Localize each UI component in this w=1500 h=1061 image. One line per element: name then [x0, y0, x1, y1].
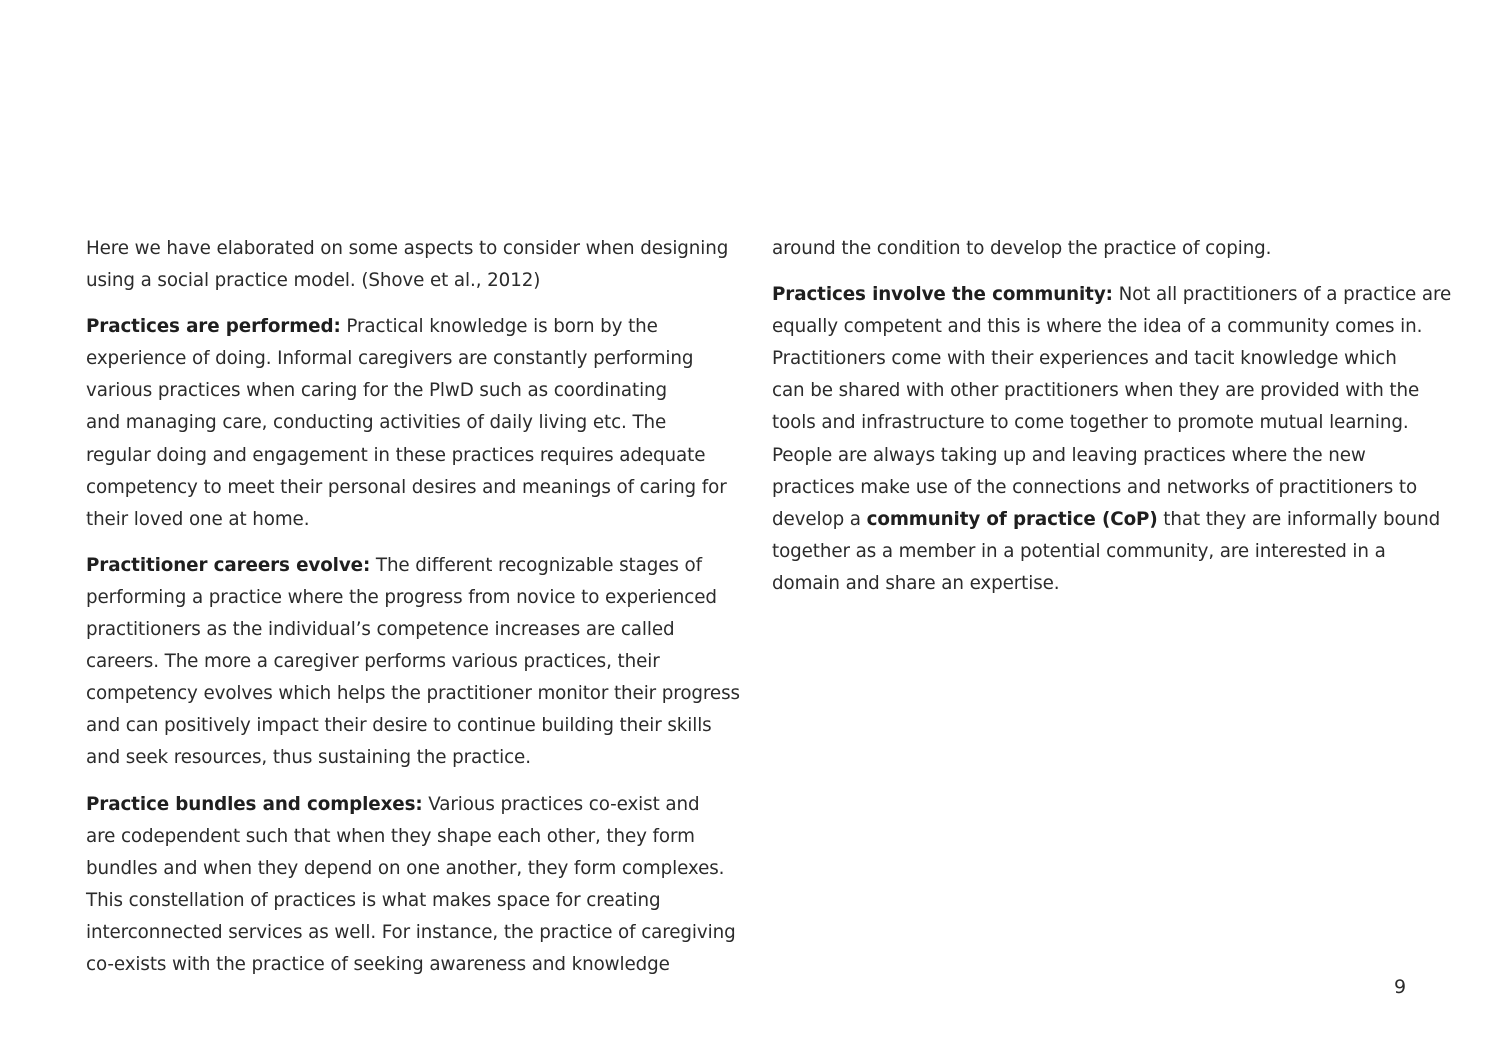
text-line: co-exists with the practice of seeking awareness and knowledge — [86, 953, 670, 975]
text-line — [86, 789, 736, 821]
text-line: together as a member in a potential community, are interested in a — [772, 540, 1386, 562]
text-line: Here we have elaborated on some aspects to consider when designing — [86, 238, 729, 259]
text-line: competency to meet their personal desires and meanings of caring for — [86, 476, 727, 498]
text-line — [772, 279, 1452, 311]
text-line: regular doing and engagement in these practices requires adequate — [86, 444, 706, 466]
text-line: and seek resources, thus sustaining the practice. — [86, 747, 531, 769]
text-line: This constellation of practices is what makes space for creating — [86, 889, 661, 911]
page-number: 9 — [1394, 976, 1407, 998]
text-fragment: develop a — [772, 508, 867, 530]
practice-bundles-paragraph — [86, 789, 736, 982]
practitioner-careers-paragraph — [86, 550, 740, 775]
text-line: can be shared with other practitioners when they are provided with the — [772, 380, 1420, 402]
text-line: their loved one at home. — [86, 508, 310, 530]
practices-community-paragraph — [772, 279, 1452, 600]
right-column — [772, 233, 1452, 614]
text-line: are codependent such that when they shape each other, they form — [86, 825, 695, 847]
text-line — [772, 504, 1441, 536]
text-line: People are always taking up and leaving practices where the new — [772, 444, 1366, 466]
text-line: domain and share an expertise. — [772, 572, 1060, 594]
text-line — [86, 550, 736, 582]
text-line: performing a practice where the progress from novice to experienced — [86, 586, 717, 608]
paragraph-heading: Practices are performed: — [86, 316, 341, 338]
text-line: using a social practice model. (Shove et al., 2012) — [86, 270, 541, 292]
continuation-paragraph — [772, 233, 1422, 265]
text-line: various practices when caring for the PlwD such as coordinating — [86, 380, 668, 402]
text-fragment: Various practices co-exist and — [422, 793, 700, 815]
text-line: Practitioners come with their experiences and tacit knowledge which — [772, 348, 1397, 370]
text-line: experience of doing. Informal caregivers are constantly performing — [86, 348, 694, 370]
text-line: and can positively impact their desire to continue building their skills — [86, 715, 712, 737]
paragraph-heading: Practices involve the community: — [772, 284, 1113, 306]
text-line: equally competent and this is where the idea of a community comes in. — [772, 316, 1423, 338]
text-line: around the condition to develop the practice of coping. — [772, 238, 1272, 259]
text-fragment: that they are informally bound — [1157, 508, 1441, 530]
text-fragment: Practical knowledge is born by the — [340, 316, 658, 338]
text-line: tools and infrastructure to come together to promote mutual learning. — [772, 412, 1409, 434]
key-term: community of practice (CoP) — [866, 508, 1158, 530]
text-line — [86, 311, 736, 343]
text-line: and managing care, conducting activities of daily living etc. The — [86, 412, 667, 434]
text-line: careers. The more a caregiver performs various practices, their — [86, 651, 660, 673]
text-fragment: Not all practitioners of a practice are — [1112, 284, 1452, 306]
text-line: practitioners as the individual’s competence increases are called — [86, 619, 675, 641]
text-line: bundles and when they depend on one another, they form complexes. — [86, 857, 725, 879]
left-column — [86, 233, 740, 995]
intro-paragraph — [86, 233, 736, 297]
text-line: practices make use of the connections and networks of practitioners to — [772, 476, 1418, 498]
practices-performed-paragraph — [86, 311, 736, 536]
paragraph-heading: Practitioner careers evolve: — [86, 554, 371, 576]
text-line: interconnected services as well. For instance, the practice of caregiving — [86, 921, 736, 943]
paragraph-heading: Practice bundles and complexes: — [86, 793, 423, 815]
text-fragment: The different recognizable stages of — [370, 554, 702, 576]
text-line: competency evolves which helps the practitioner monitor their progress — [86, 683, 740, 705]
